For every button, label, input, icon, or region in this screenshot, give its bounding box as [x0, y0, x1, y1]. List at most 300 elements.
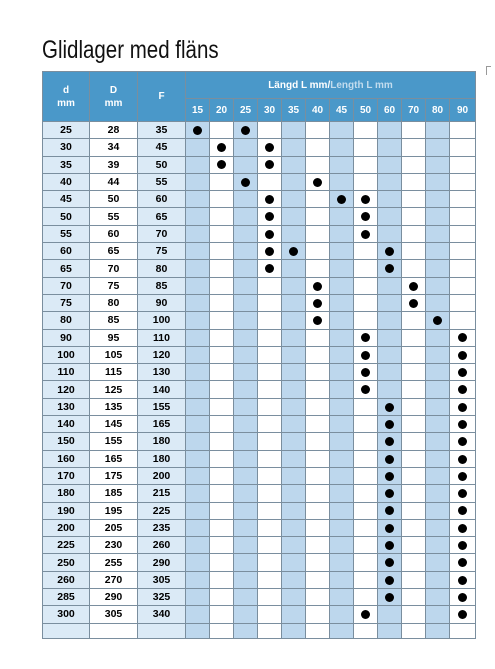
- availability-dot: [361, 385, 370, 394]
- table-row: [43, 519, 476, 536]
- cell-length-45: [330, 139, 354, 156]
- cell-length-25: [234, 467, 258, 484]
- cell-length-50: [354, 156, 378, 173]
- cell-length-45: [330, 537, 354, 554]
- cell-F: 325: [138, 589, 186, 606]
- cell-length-60: [378, 485, 402, 502]
- cell-length-15: [186, 346, 210, 363]
- availability-dot: [385, 247, 394, 256]
- cell-length-90: [450, 606, 476, 623]
- table-row: [43, 571, 476, 588]
- cell-length-50: [354, 589, 378, 606]
- availability-dot: [361, 610, 370, 619]
- cell-length-40: [306, 416, 330, 433]
- cell-length-20: [210, 139, 234, 156]
- cell-F: 65: [138, 208, 186, 225]
- cell-length-45: [330, 243, 354, 260]
- cell-length-30: [258, 346, 282, 363]
- cell-length-30: [258, 485, 282, 502]
- cell-length-80: [426, 433, 450, 450]
- cell-length-35: [282, 156, 306, 173]
- cell-length-90: [450, 173, 476, 190]
- availability-dot: [385, 403, 394, 412]
- cell-D: 60: [90, 225, 138, 242]
- cell-length-40: [306, 381, 330, 398]
- cell-length-60: [378, 606, 402, 623]
- table-row: [43, 139, 476, 156]
- header-length-15: 15: [186, 99, 210, 122]
- crop-mark: [486, 66, 491, 75]
- cell-F: 45: [138, 139, 186, 156]
- header-D-unit: mm: [104, 97, 123, 109]
- cell-F: 130: [138, 364, 186, 381]
- cell-length-30: [258, 139, 282, 156]
- table-row: [43, 433, 476, 450]
- cell-length-50: [354, 502, 378, 519]
- cell-length-20: [210, 502, 234, 519]
- cell-length-45: [330, 346, 354, 363]
- cell-D: 115: [90, 364, 138, 381]
- cell-length-70: [402, 243, 426, 260]
- cell-length-30: [258, 416, 282, 433]
- availability-dot: [361, 333, 370, 342]
- cell-length-90: [450, 294, 476, 311]
- cell-length-30: [258, 329, 282, 346]
- cell-length-45: [330, 450, 354, 467]
- availability-dot: [458, 420, 467, 429]
- cell-length-80: [426, 191, 450, 208]
- cell-length-25: [234, 329, 258, 346]
- header-length-sv: Längd L mm: [268, 79, 328, 91]
- cell-length-70: [402, 537, 426, 554]
- cell-length-40: [306, 277, 330, 294]
- cell-length-70: [402, 467, 426, 484]
- cell-length-30: [258, 364, 282, 381]
- cell-length-45: [330, 416, 354, 433]
- header-length-30: 30: [258, 99, 282, 122]
- cell-F: 55: [138, 173, 186, 190]
- cell-length-80: [426, 467, 450, 484]
- cell-length-50: [354, 571, 378, 588]
- cell-length-35: [282, 606, 306, 623]
- cell-length-90: [450, 467, 476, 484]
- cell-F: 260: [138, 537, 186, 554]
- cell-length-20: [210, 519, 234, 536]
- cell-length-80: [426, 537, 450, 554]
- cell-length-60: [378, 225, 402, 242]
- cell-D: 135: [90, 398, 138, 415]
- availability-dot: [313, 178, 322, 187]
- cell-F: 180: [138, 433, 186, 450]
- cell-D: 39: [90, 156, 138, 173]
- cell-D: 165: [90, 450, 138, 467]
- cell-length-45: [330, 208, 354, 225]
- cell-length-40: [306, 260, 330, 277]
- cell-length-25: [234, 139, 258, 156]
- cell-length-15: [186, 519, 210, 536]
- cell-length-25: [234, 381, 258, 398]
- cell-length-15: [186, 173, 210, 190]
- cell-empty: [186, 623, 210, 638]
- cell-length-60: [378, 589, 402, 606]
- cell-length-15: [186, 381, 210, 398]
- cell-empty: [354, 623, 378, 638]
- cell-length-30: [258, 191, 282, 208]
- cell-F: 120: [138, 346, 186, 363]
- availability-dot: [385, 506, 394, 515]
- availability-dot: [409, 282, 418, 291]
- cell-length-15: [186, 485, 210, 502]
- availability-dot: [458, 472, 467, 481]
- cell-length-60: [378, 433, 402, 450]
- cell-length-35: [282, 173, 306, 190]
- availability-dot: [385, 576, 394, 585]
- availability-dot: [458, 541, 467, 550]
- cell-length-35: [282, 381, 306, 398]
- cell-length-50: [354, 537, 378, 554]
- cell-length-20: [210, 277, 234, 294]
- cell-d: 65: [43, 260, 90, 277]
- cell-length-30: [258, 571, 282, 588]
- cell-length-50: [354, 139, 378, 156]
- cell-length-60: [378, 260, 402, 277]
- availability-dot: [385, 437, 394, 446]
- cell-length-80: [426, 364, 450, 381]
- availability-dot: [458, 558, 467, 567]
- cell-length-25: [234, 502, 258, 519]
- cell-length-80: [426, 416, 450, 433]
- header-length-35: 35: [282, 99, 306, 122]
- cell-length-70: [402, 589, 426, 606]
- cell-d: 120: [43, 381, 90, 398]
- availability-dot: [265, 264, 274, 273]
- cell-d: 80: [43, 312, 90, 329]
- cell-empty: [450, 623, 476, 638]
- cell-d: 200: [43, 519, 90, 536]
- cell-length-70: [402, 312, 426, 329]
- cell-length-90: [450, 519, 476, 536]
- cell-empty: [330, 623, 354, 638]
- cell-length-80: [426, 312, 450, 329]
- availability-dot: [361, 351, 370, 360]
- cell-length-90: [450, 433, 476, 450]
- cell-length-30: [258, 554, 282, 571]
- cell-length-40: [306, 554, 330, 571]
- availability-dot: [458, 437, 467, 446]
- cell-length-70: [402, 571, 426, 588]
- cell-length-90: [450, 260, 476, 277]
- cell-length-30: [258, 277, 282, 294]
- cell-length-70: [402, 225, 426, 242]
- header-length-25: 25: [234, 99, 258, 122]
- cell-length-45: [330, 606, 354, 623]
- cell-length-30: [258, 156, 282, 173]
- cell-length-35: [282, 191, 306, 208]
- cell-length-20: [210, 122, 234, 139]
- cell-length-25: [234, 173, 258, 190]
- table-row: [43, 398, 476, 415]
- availability-dot: [313, 299, 322, 308]
- cell-F: 225: [138, 502, 186, 519]
- cell-length-35: [282, 554, 306, 571]
- cell-length-70: [402, 173, 426, 190]
- cell-length-45: [330, 122, 354, 139]
- cell-length-25: [234, 122, 258, 139]
- table-row: [43, 450, 476, 467]
- cell-length-50: [354, 260, 378, 277]
- cell-length-70: [402, 191, 426, 208]
- cell-length-50: [354, 554, 378, 571]
- cell-length-40: [306, 294, 330, 311]
- cell-length-25: [234, 416, 258, 433]
- cell-length-25: [234, 606, 258, 623]
- table-row: [43, 485, 476, 502]
- cell-length-35: [282, 346, 306, 363]
- cell-length-45: [330, 156, 354, 173]
- cell-length-50: [354, 606, 378, 623]
- cell-length-30: [258, 606, 282, 623]
- cell-d: 170: [43, 467, 90, 484]
- cell-length-15: [186, 225, 210, 242]
- cell-length-25: [234, 208, 258, 225]
- availability-dot: [289, 247, 298, 256]
- cell-length-20: [210, 606, 234, 623]
- cell-length-60: [378, 208, 402, 225]
- cell-length-70: [402, 502, 426, 519]
- cell-d: 60: [43, 243, 90, 260]
- availability-dot: [265, 143, 274, 152]
- header-length-80: 80: [426, 99, 450, 122]
- cell-length-20: [210, 225, 234, 242]
- cell-length-80: [426, 450, 450, 467]
- table-row: [43, 537, 476, 554]
- cell-length-15: [186, 433, 210, 450]
- cell-length-90: [450, 381, 476, 398]
- cell-length-60: [378, 467, 402, 484]
- table-row: [43, 346, 476, 363]
- cell-length-40: [306, 502, 330, 519]
- cell-length-25: [234, 554, 258, 571]
- cell-D: 290: [90, 589, 138, 606]
- cell-length-20: [210, 173, 234, 190]
- cell-length-90: [450, 191, 476, 208]
- cell-length-30: [258, 537, 282, 554]
- cell-length-15: [186, 191, 210, 208]
- cell-length-70: [402, 139, 426, 156]
- table-row: [43, 329, 476, 346]
- cell-F: 165: [138, 416, 186, 433]
- cell-length-90: [450, 398, 476, 415]
- cell-length-30: [258, 450, 282, 467]
- cell-length-30: [258, 312, 282, 329]
- table-row: [43, 381, 476, 398]
- cell-length-80: [426, 485, 450, 502]
- cell-length-25: [234, 346, 258, 363]
- cell-length-40: [306, 433, 330, 450]
- cell-length-60: [378, 139, 402, 156]
- cell-length-90: [450, 571, 476, 588]
- cell-length-15: [186, 467, 210, 484]
- cell-length-35: [282, 485, 306, 502]
- cell-D: 305: [90, 606, 138, 623]
- cell-length-60: [378, 571, 402, 588]
- cell-length-60: [378, 156, 402, 173]
- availability-dot: [458, 368, 467, 377]
- cell-length-80: [426, 381, 450, 398]
- cell-length-40: [306, 173, 330, 190]
- cell-length-35: [282, 467, 306, 484]
- cell-length-20: [210, 589, 234, 606]
- header-d: [43, 72, 90, 122]
- header-length-separator: /: [327, 79, 331, 91]
- cell-length-60: [378, 416, 402, 433]
- availability-dot: [217, 160, 226, 169]
- cell-length-40: [306, 467, 330, 484]
- cell-F: 290: [138, 554, 186, 571]
- cell-length-60: [378, 294, 402, 311]
- cell-length-80: [426, 606, 450, 623]
- cell-length-40: [306, 346, 330, 363]
- cell-length-20: [210, 571, 234, 588]
- cell-length-35: [282, 364, 306, 381]
- cell-length-40: [306, 519, 330, 536]
- cell-empty: [426, 623, 450, 638]
- cell-length-60: [378, 191, 402, 208]
- cell-length-15: [186, 364, 210, 381]
- cell-length-40: [306, 537, 330, 554]
- cell-length-20: [210, 416, 234, 433]
- cell-length-30: [258, 225, 282, 242]
- cell-length-45: [330, 485, 354, 502]
- availability-dot: [217, 143, 226, 152]
- cell-length-25: [234, 156, 258, 173]
- cell-length-45: [330, 173, 354, 190]
- availability-dot: [361, 212, 370, 221]
- cell-length-20: [210, 312, 234, 329]
- cell-length-90: [450, 346, 476, 363]
- cell-length-15: [186, 139, 210, 156]
- availability-dot: [313, 282, 322, 291]
- cell-length-90: [450, 329, 476, 346]
- cell-length-25: [234, 450, 258, 467]
- availability-dot: [385, 420, 394, 429]
- cell-D: 50: [90, 191, 138, 208]
- cell-d: 190: [43, 502, 90, 519]
- availability-dot: [265, 247, 274, 256]
- table-row: [43, 467, 476, 484]
- cell-length-15: [186, 571, 210, 588]
- cell-length-40: [306, 312, 330, 329]
- cell-length-15: [186, 208, 210, 225]
- availability-dot: [458, 506, 467, 515]
- cell-empty: [43, 623, 90, 638]
- table-row: [43, 225, 476, 242]
- header-length-45: 45: [330, 99, 354, 122]
- cell-length-20: [210, 294, 234, 311]
- cell-d: 50: [43, 208, 90, 225]
- cell-length-45: [330, 312, 354, 329]
- table-row: [43, 122, 476, 139]
- cell-length-60: [378, 346, 402, 363]
- cell-D: 175: [90, 467, 138, 484]
- cell-F: 215: [138, 485, 186, 502]
- cell-length-25: [234, 398, 258, 415]
- cell-length-30: [258, 467, 282, 484]
- availability-dot: [241, 126, 250, 135]
- cell-length-35: [282, 416, 306, 433]
- cell-length-40: [306, 450, 330, 467]
- cell-length-40: [306, 485, 330, 502]
- cell-D: 125: [90, 381, 138, 398]
- table-row: [43, 208, 476, 225]
- cell-length-80: [426, 329, 450, 346]
- header-length-70: 70: [402, 99, 426, 122]
- cell-length-15: [186, 277, 210, 294]
- cell-length-90: [450, 416, 476, 433]
- cell-length-45: [330, 554, 354, 571]
- cell-length-40: [306, 225, 330, 242]
- table-row: [43, 243, 476, 260]
- cell-F: 50: [138, 156, 186, 173]
- cell-length-90: [450, 156, 476, 173]
- cell-D: 205: [90, 519, 138, 536]
- cell-length-90: [450, 450, 476, 467]
- cell-D: 65: [90, 243, 138, 260]
- cell-length-35: [282, 312, 306, 329]
- cell-length-70: [402, 554, 426, 571]
- cell-length-15: [186, 243, 210, 260]
- cell-length-40: [306, 364, 330, 381]
- availability-dot: [458, 385, 467, 394]
- availability-dot: [361, 195, 370, 204]
- table-row: [43, 277, 476, 294]
- table-row: [43, 156, 476, 173]
- cell-length-20: [210, 467, 234, 484]
- availability-dot: [458, 593, 467, 602]
- cell-length-80: [426, 260, 450, 277]
- cell-d: 70: [43, 277, 90, 294]
- cell-length-35: [282, 260, 306, 277]
- cell-length-15: [186, 589, 210, 606]
- cell-length-70: [402, 416, 426, 433]
- cell-length-50: [354, 329, 378, 346]
- table-row: [43, 364, 476, 381]
- header-length-40: 40: [306, 99, 330, 122]
- availability-dot: [265, 195, 274, 204]
- cell-length-30: [258, 589, 282, 606]
- cell-length-30: [258, 519, 282, 536]
- cell-length-20: [210, 208, 234, 225]
- cell-length-40: [306, 156, 330, 173]
- cell-length-15: [186, 450, 210, 467]
- availability-dot: [458, 455, 467, 464]
- cell-D: 95: [90, 329, 138, 346]
- cell-empty: [210, 623, 234, 638]
- table-row: [43, 502, 476, 519]
- cell-length-20: [210, 554, 234, 571]
- cell-length-20: [210, 329, 234, 346]
- cell-length-45: [330, 225, 354, 242]
- cell-length-15: [186, 554, 210, 571]
- cell-D: 270: [90, 571, 138, 588]
- cell-length-30: [258, 122, 282, 139]
- cell-length-90: [450, 589, 476, 606]
- cell-d: 130: [43, 398, 90, 415]
- availability-dot: [458, 403, 467, 412]
- availability-dot: [385, 489, 394, 498]
- cell-length-70: [402, 329, 426, 346]
- cell-F: 235: [138, 519, 186, 536]
